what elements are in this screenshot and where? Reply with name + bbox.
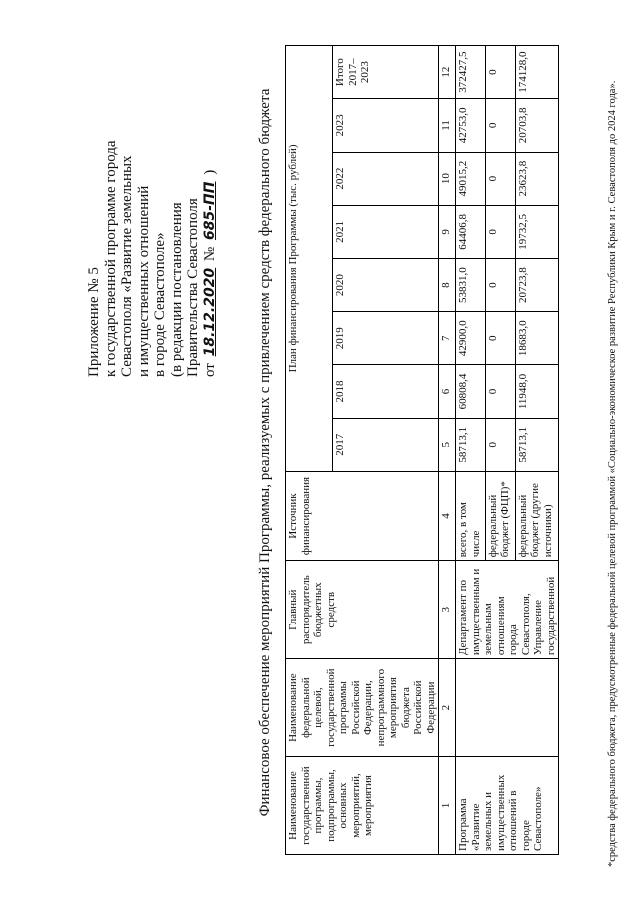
header-source: Источник финансирования	[286, 471, 439, 560]
value-cell: 20703,8	[515, 99, 558, 152]
column-number: 1	[439, 757, 456, 855]
value-cell: 0	[485, 258, 515, 311]
value-cell: 42900,0	[456, 312, 486, 365]
column-number: 9	[439, 205, 456, 258]
value-cell: 0	[485, 365, 515, 418]
value-cell: 58713,1	[515, 418, 558, 471]
value-cell: 0	[485, 46, 515, 99]
resolution-date-line	[202, 77, 219, 377]
column-number: 11	[439, 99, 456, 152]
column-number: 5	[439, 418, 456, 471]
manager-cell: Департамент по имущественным и земельным отношениям города Севастополя, Управление государственной	[456, 561, 559, 659]
appendix-line: Правительства Севастополя	[185, 198, 201, 377]
value-cell: 174128,0	[515, 46, 558, 99]
header-year: 2021	[333, 205, 439, 258]
column-number: 7	[439, 312, 456, 365]
value-cell: 372427,5	[456, 46, 486, 99]
footnote: *средства федерального бюджета, предусмотренные федеральной целевой программой «Социально-экономическое развитие Республики Крым и г. Севастополя до 2024 года».	[607, 80, 618, 867]
source-cell: федеральный бюджет (другие источники)	[515, 471, 558, 560]
value-cell: 60808,4	[456, 365, 486, 418]
appendix-line: к государственной программе города	[102, 140, 119, 377]
document-title: Финансовое обеспечение мероприятий Программы, реализуемых с привлечением средств федерального бюджета	[257, 88, 273, 817]
handwritten-number: 685-ПП	[201, 181, 218, 240]
header-name: Наименование государственной программы, подпрограммы, основных мероприятий, мероприятия	[286, 757, 439, 855]
closing-paren: )	[201, 169, 218, 175]
value-cell: 0	[485, 418, 515, 471]
source-cell: всего, в том числе	[456, 471, 486, 560]
header-year: 2023	[333, 99, 439, 152]
column-number: 10	[439, 152, 456, 205]
handwritten-date: 18.12.2020	[201, 267, 218, 357]
appendix-line: в городе Севастополе»	[152, 232, 168, 377]
financing-table	[285, 45, 559, 855]
value-cell: 19732,5	[515, 205, 558, 258]
value-cell: 0	[485, 99, 515, 152]
column-number: 4	[439, 471, 456, 560]
value-cell: 49015,2	[456, 152, 486, 205]
appendix-line: (в редакции постановления	[168, 202, 185, 377]
appendix-line: Приложение № 5	[86, 267, 102, 377]
value-cell: 58713,1	[456, 418, 486, 471]
number-sign: №	[201, 246, 218, 262]
program-name-cell: Программа «Развитие земельных и имущественных отношений в городе Севастополе»	[456, 757, 559, 855]
header-year: 2022	[333, 152, 439, 205]
header-total: Итого 2017–2023	[333, 46, 439, 99]
header-manager: Главный распорядитель бюджетных средств	[286, 561, 439, 659]
value-cell: 23623,8	[515, 152, 558, 205]
column-number: 8	[439, 258, 456, 311]
value-cell: 0	[485, 152, 515, 205]
appendix-line: Севастополя «Развитие земельных	[119, 155, 135, 377]
value-cell: 11948,0	[515, 365, 558, 418]
source-cell: федеральный бюджет (ФЦП)*	[485, 471, 515, 560]
header-year: 2020	[333, 258, 439, 311]
value-cell: 18683,0	[515, 312, 558, 365]
value-cell: 53831,0	[456, 258, 486, 311]
header-plan: План финансирования Программы (тыс. рублей)	[286, 46, 333, 472]
date-prefix: от	[201, 363, 218, 377]
header-federal-program: Наименование федеральной целевой, государственной программы Российской Федерации, непрограммного мероприятия бюджета Российской Федерации	[286, 659, 439, 757]
column-number: 2	[439, 659, 456, 757]
federal-program-cell	[456, 659, 559, 757]
appendix-line: и имущественных отношений	[135, 185, 152, 377]
appendix-block	[86, 77, 218, 377]
column-number: 6	[439, 365, 456, 418]
value-cell: 0	[485, 312, 515, 365]
column-number: 3	[439, 561, 456, 659]
column-number: 12	[439, 46, 456, 99]
value-cell: 0	[485, 205, 515, 258]
header-year: 2019	[333, 312, 439, 365]
header-year: 2017	[333, 418, 439, 471]
value-cell: 64406,8	[456, 205, 486, 258]
value-cell: 20723,8	[515, 258, 558, 311]
header-year: 2018	[333, 365, 439, 418]
value-cell: 42753,0	[456, 99, 486, 152]
